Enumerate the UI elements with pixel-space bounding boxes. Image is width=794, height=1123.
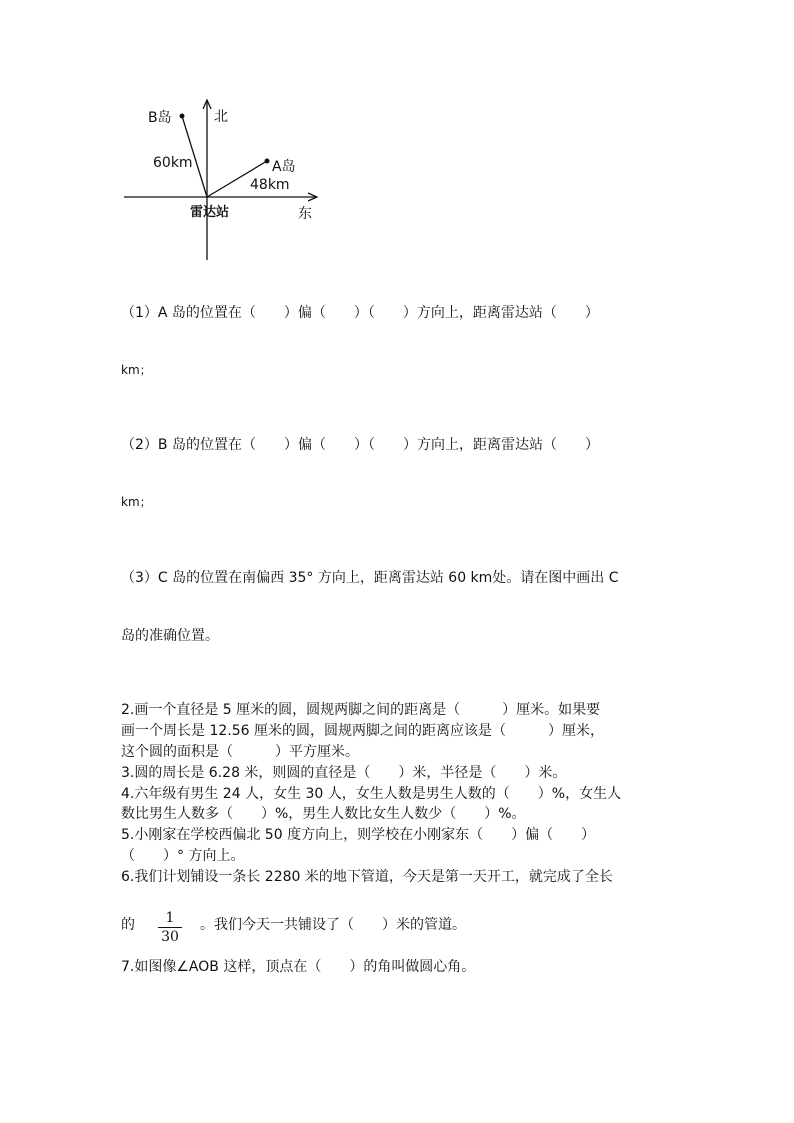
question-3: 3.圆的周长是 6.28 米，则圆的直径是（ ）米，半径是（ ）米。 <box>121 765 567 781</box>
island-b-point <box>180 114 185 119</box>
question-5-line1: 5.小刚家在学校西偏北 50 度方向上，则学校在小刚家东（ ）偏（ ） <box>121 827 596 843</box>
north-label: 北 <box>214 109 228 125</box>
question-4-line1: 4.六年级有男生 24 人，女生 30 人，女生人数是男生人数的（ ）%，女生人 <box>121 786 622 802</box>
question-7: 7.如图像∠AOB 这样，顶点在（ ）的角叫做圆心角。 <box>121 959 476 975</box>
east-label: 东 <box>298 206 312 222</box>
question-6-prefix: 的 <box>121 917 135 933</box>
subquestion-1-unit: km； <box>121 363 152 377</box>
fraction-bar <box>158 927 182 928</box>
subquestion-2: （2）B 岛的位置在（ ）偏（ ）（ ）方向上，距离雷达站（ ） <box>121 437 599 453</box>
distance-a-label: 48km <box>250 177 290 193</box>
question-6-suffix: 。我们今天一共铺设了（ ）米的管道。 <box>200 917 466 933</box>
island-a-point <box>265 159 270 164</box>
fraction-numerator: 1 <box>165 910 175 926</box>
question-5-line2: （ ）° 方向上。 <box>121 848 245 864</box>
fraction-one-thirtieth <box>158 910 182 945</box>
fraction-denominator: 30 <box>161 929 179 945</box>
subquestion-2-unit: km； <box>121 495 152 509</box>
question-4-line2: 数比男生人数多（ ）%，男生人数比女生人数少（ ）%。 <box>121 806 526 822</box>
subquestion-3-line2: 岛的准确位置。 <box>121 628 219 644</box>
question-2-line2: 画一个周长是 12.56 厘米的圆，圆规两脚之间的距离应该是（ ）厘米， <box>121 723 604 739</box>
station-label: 雷达站 <box>190 205 230 220</box>
question-2-line1: 2.画一个直径是 5 厘米的圆，圆规两脚之间的距离是（ ）厘米。如果要 <box>121 702 601 718</box>
question-2-line3: 这个圆的面积是（ ）平方厘米。 <box>121 744 359 760</box>
question-6-line1: 6.我们计划铺设一条长 2280 米的地下管道，今天是第一天开工，就完成了全长 <box>121 869 613 885</box>
subquestion-1: （1）A 岛的位置在（ ）偏（ ）（ ）方向上，距离雷达站（ ） <box>121 305 599 321</box>
island-a-label: A岛 <box>272 159 296 175</box>
subquestion-3-line1: （3）C 岛的位置在南偏西 35° 方向上，距离雷达站 60 km处。请在图中画出 C <box>121 570 619 586</box>
radar-figure <box>0 0 794 280</box>
distance-b-label: 60km <box>153 155 193 171</box>
island-b-label: B岛 <box>148 110 172 126</box>
